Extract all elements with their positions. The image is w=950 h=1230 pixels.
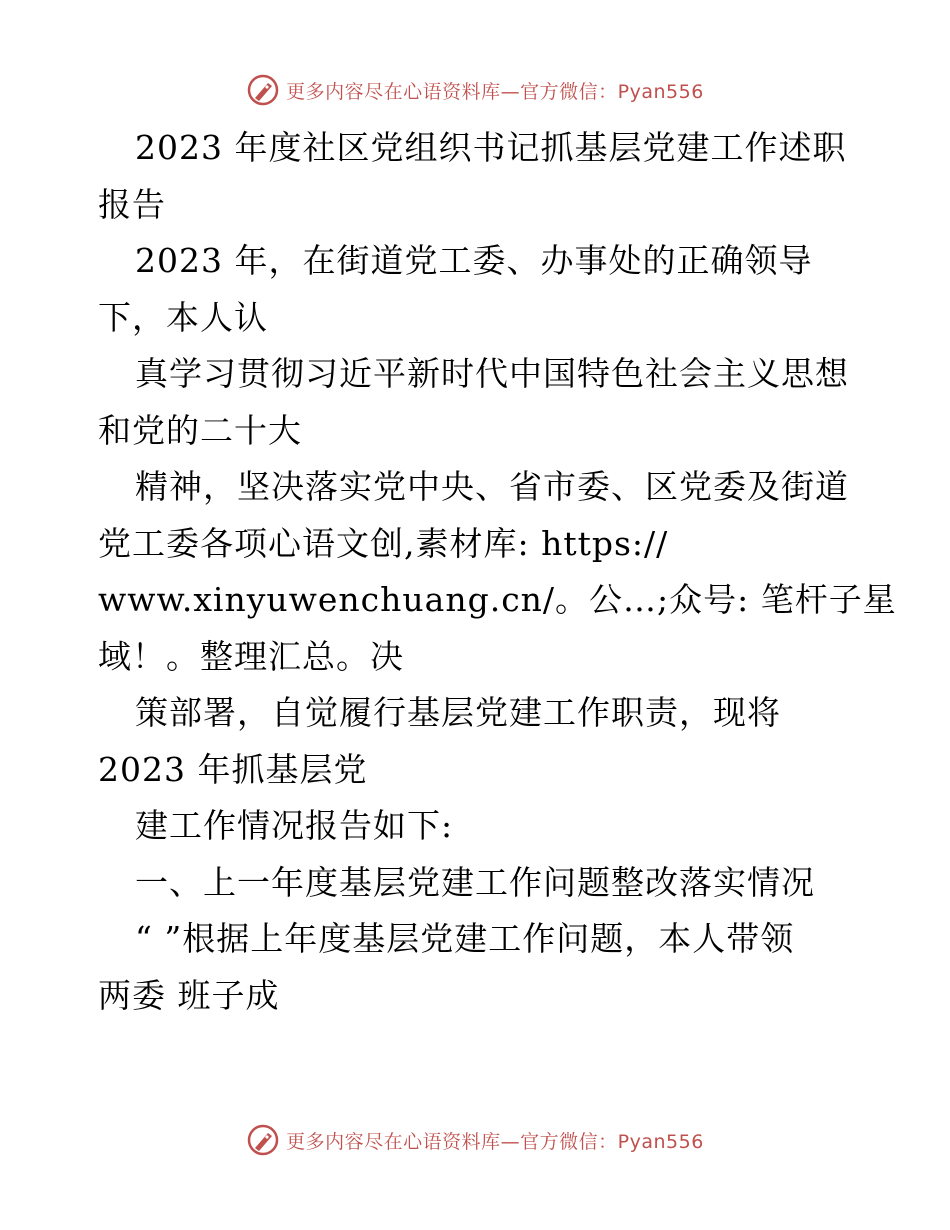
pen-nib-logo-icon bbox=[246, 73, 280, 107]
banner-text: 更多内容尽在心语资料库—官方微信：Pyan556 bbox=[286, 80, 704, 103]
text-line: 一、上一年度基层党建工作问题整改落实情况 bbox=[135, 862, 815, 902]
footer-banner bbox=[0, 1118, 950, 1162]
text-line: 2023 年抓基层党 bbox=[98, 749, 368, 789]
text-line: 下，本人认 bbox=[98, 297, 268, 337]
header-banner bbox=[0, 68, 950, 112]
text-line: 域！。整理汇总。决 bbox=[98, 636, 404, 676]
text-line: 党工委各项心语文创,素材库: https:// bbox=[98, 523, 669, 563]
text-line: 两委 班子成 bbox=[98, 975, 280, 1015]
text-line: 2023 年，在街道党工委、办事处的正确领导 bbox=[135, 241, 813, 280]
banner-text: 更多内容尽在心语资料库—官方微信：Pyan556 bbox=[286, 1130, 704, 1153]
text-line: 和党的二十大 bbox=[98, 410, 302, 450]
text-line: 2023 年度社区党组织书记抓基层党建工作述职 bbox=[135, 128, 847, 167]
text-line: www.xinyuwenchuang.cn/。公…;众号: 笔杆子星 bbox=[98, 580, 897, 619]
document-body bbox=[98, 120, 897, 1024]
text-line: 真学习贯彻习近平新时代中国特色社会主义思想 bbox=[135, 354, 849, 393]
pen-nib-logo-icon bbox=[246, 1123, 280, 1157]
text-line: “ ”根据上年度基层党建工作问题，本人带领 bbox=[135, 919, 795, 958]
text-line: 建工作情况报告如下: bbox=[135, 806, 454, 845]
text-line: 报告 bbox=[98, 184, 166, 224]
text-line: 精神，坚决落实党中央、省市委、区党委及街道 bbox=[135, 467, 849, 506]
text-line: 策部署，自觉履行基层党建工作职责，现将 bbox=[135, 693, 781, 732]
